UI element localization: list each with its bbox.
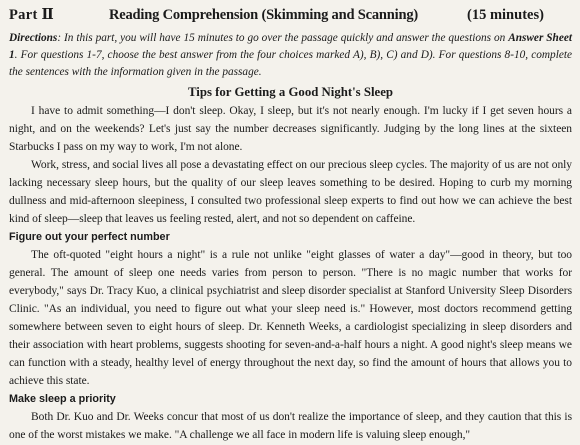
- paragraph-3: The oft-quoted "eight hours a night" is a rule not unlike "eight glasses of water a day"—good in theory, but too general. The amount of sleep one needs varies from person to person. "There is no magic number that works for everybody," says Dr. Tracy Kuo, a clinical psychiatrist and sleep disorder specialist at Stanford University Sleep Disorders Clinic. "As an individual, you need to figure out what your sleep need is." However, most doctors recommend getting somewhere between seven to eight hours of sleep. Dr. Kenneth Weeks, a cardiologist specializing in sleep disorders and their association with heart problems, suggests shooting for seven-and-a-half hours a night. A good night's sleep means we can function with a steady, healthy level of energy throughout the next day, so find the amount of hours that allows you to achieve this state.: [9, 249, 572, 387]
- paragraph-1: I have to admit something—I don't sleep. Okay, I sleep, but it's not nearly enough. I'm lucky if I get seven hours a night, and on the weekends? Let's just say the number decreases significantly. Judging by the long lines at the sixteen Starbucks I pass on my way to work, I'm not alone.: [9, 105, 572, 153]
- section-title: Reading Comprehension (Skimming and Scanning): [109, 7, 419, 23]
- directions-label: Directions: [9, 32, 58, 44]
- subheading-perfect-number: Figure out your perfect number: [9, 231, 170, 243]
- directions-text-1: : In this part, you will have 15 minutes to go over the passage quickly and answer the questions on: [57, 32, 509, 44]
- part-label: Part Ⅱ: [9, 7, 55, 23]
- directions-text-2: . For questions 1-7, choose the best answer from the four choices marked A), B), C) and D). For questions 8-10, complete the sentences with the information given in the passage.: [9, 49, 572, 78]
- section-header: [9, 6, 572, 28]
- subheading-priority: Make sleep a priority: [9, 393, 116, 405]
- paragraph-2: Work, stress, and social lives all pose a devastating effect on our precious sleep cycles. The majority of us are not only lacking necessary sleep hours, but the quality of our sleep leaves something to be desired. Hoping to curb my morning dullness and mid-afternoon sleepiness, I consulted two professional sleep experts to find out how we can achieve the best kind of sleep—sleep that leaves us feeling rested, alert, and not so dependent on caffeine.: [9, 159, 572, 225]
- answer-sheet-ref: Answer Sheet 1: [9, 32, 572, 61]
- article-title: Tips for Getting a Good Night's Sleep: [187, 85, 393, 99]
- paragraph-4: Both Dr. Kuo and Dr. Weeks concur that most of us don't realize the importance of sleep, and they caution that this is one of the worst mistakes we make. "A challenge we all face in modern life is valuing sleep enough,": [9, 411, 572, 441]
- time-limit: (15 minutes): [467, 7, 544, 23]
- directions: [9, 30, 572, 81]
